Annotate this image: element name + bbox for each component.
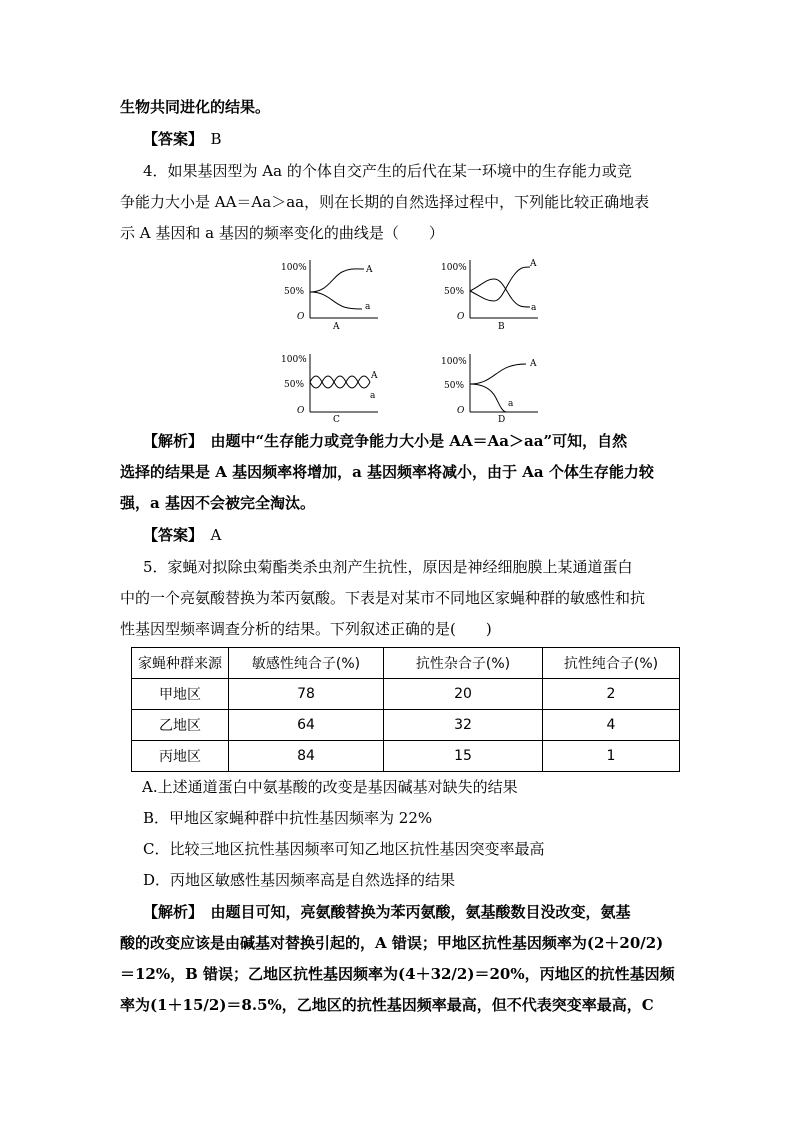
table-cell: 20 [384,679,543,710]
option-c: C．比较三地区抗性基因频率可知乙地区抗性基因突变率最高 [143,840,545,858]
genotype-frequency-table [131,647,680,772]
table-cell: 84 [229,741,384,772]
explanation-text: 由题中“生存能力或竞争能力大小是 AA＝Aa＞aa”可知，自然 [195,432,628,450]
y-tick-100: 100% [281,355,307,365]
table-header-cell: 抗性杂合子(%) [384,648,543,679]
curve-label-a: a [531,303,537,313]
figure-label: A [333,322,340,330]
table-cell: 78 [229,679,384,710]
explanation-5-line-4: 率为(1＋15/2)＝8.5%，乙地区的抗性基因频率最高，但不代表突变率最高，C [120,996,654,1014]
origin-label: O [297,312,305,322]
answer-4 [143,525,221,545]
curve-label-a: a [370,391,376,401]
table-cell: 甲地区 [132,679,229,710]
answer-value: A [210,526,222,544]
table-cell: 乙地区 [132,710,229,741]
answer-3 [143,129,222,149]
question-5-line-1: 5．家蝇对拟除虫菊酯类杀虫剂产生抗性，原因是神经细胞膜上某通道蛋白 [143,558,633,576]
explanation-text: 由题目可知，亮氨酸替换为苯丙氨酸，氨基酸数目没改变，氨基 [195,903,631,921]
curve-label-A: A [530,259,537,269]
origin-label: O [457,312,465,322]
table-cell: 2 [543,679,680,710]
question-4-line-2: 争能力大小是 AA＝Aa＞aa，则在长期的自然选择过程中，下列能比较正确地表 [120,193,650,211]
curve-label-A: A [530,359,537,369]
y-tick-50: 50% [284,287,305,297]
figure-label: B [498,322,505,330]
explanation-4-line-1 [143,431,627,451]
figure-label: D [498,415,506,425]
table-header-cell: 抗性纯合子(%) [543,648,680,679]
figure-option-a [280,255,390,330]
explanation-5-line-2: 酸的改变应该是由碱基对替换引起的，A 错误；甲地区抗性基因频率为(2＋20/2) [120,934,664,952]
y-tick-50: 50% [444,287,465,297]
question-4-line-1: 4．如果基因型为 Aa 的个体自交产生的后代在某一环境中的生存能力或竞 [143,162,632,180]
explanation-5-line-1 [143,902,631,922]
table-cell: 32 [384,710,543,741]
figure-option-c [280,350,390,425]
table-cell: 64 [229,710,384,741]
figure-option-b [440,255,550,330]
y-tick-50: 50% [284,380,305,390]
table-header-cell: 敏感性纯合子(%) [229,648,384,679]
continuation-line: 生物共同进化的结果。 [120,98,271,116]
table-cell: 丙地区 [132,741,229,772]
table-row [132,710,680,741]
table-cell: 15 [384,741,543,772]
curve-label-a: a [508,399,514,409]
question-5-line-3: 性基因型频率调查分析的结果。下列叙述正确的是( ) [120,620,492,638]
curve-label-a: a [365,302,371,312]
table-header-cell: 家蝇种群来源 [132,648,229,679]
answer-value: B [210,130,222,148]
table-row [132,679,680,710]
y-tick-100: 100% [441,263,467,273]
answer-tag: 【答案】 [143,130,196,148]
explanation-tag: 【解析】 [143,432,196,450]
origin-label: O [457,406,465,416]
table-cell: 1 [543,741,680,772]
table-row [132,741,680,772]
explanation-5-line-3: ＝12%，B 错误；乙地区抗性基因频率为(4＋32/2)＝20%，丙地区的抗性基因频 [120,965,675,983]
y-tick-100: 100% [281,263,307,273]
explanation-tag: 【解析】 [143,903,196,921]
y-tick-100: 100% [441,357,467,367]
option-b: B．甲地区家蝇种群中抗性基因频率为 22% [143,809,433,827]
figure-option-d [440,350,550,425]
figure-label: C [333,415,340,425]
option-d: D．丙地区敏感性基因频率高是自然选择的结果 [143,871,456,889]
origin-label: O [297,406,305,416]
option-a: A.上述通道蛋白中氨基酸的改变是基因碱基对缺失的结果 [142,778,518,796]
curve-label-A: A [366,265,373,275]
table-header-row [132,648,680,679]
explanation-4-line-2: 选择的结果是 A 基因频率将增加，a 基因频率将减小，由于 Aa 个体生存能力较 [120,463,654,481]
question-5-line-2: 中的一个亮氨酸替换为苯丙氨酸。下表是对某市不同地区家蝇种群的敏感性和抗 [120,589,646,607]
answer-tag: 【答案】 [143,526,196,544]
curve-label-A: A [371,371,378,381]
explanation-4-line-3: 强，a 基因不会被完全淘汰。 [120,494,315,512]
table-cell: 4 [543,710,680,741]
y-tick-50: 50% [444,381,465,391]
question-4-line-3: 示 A 基因和 a 基因的频率变化的曲线是（ ） [120,224,444,242]
